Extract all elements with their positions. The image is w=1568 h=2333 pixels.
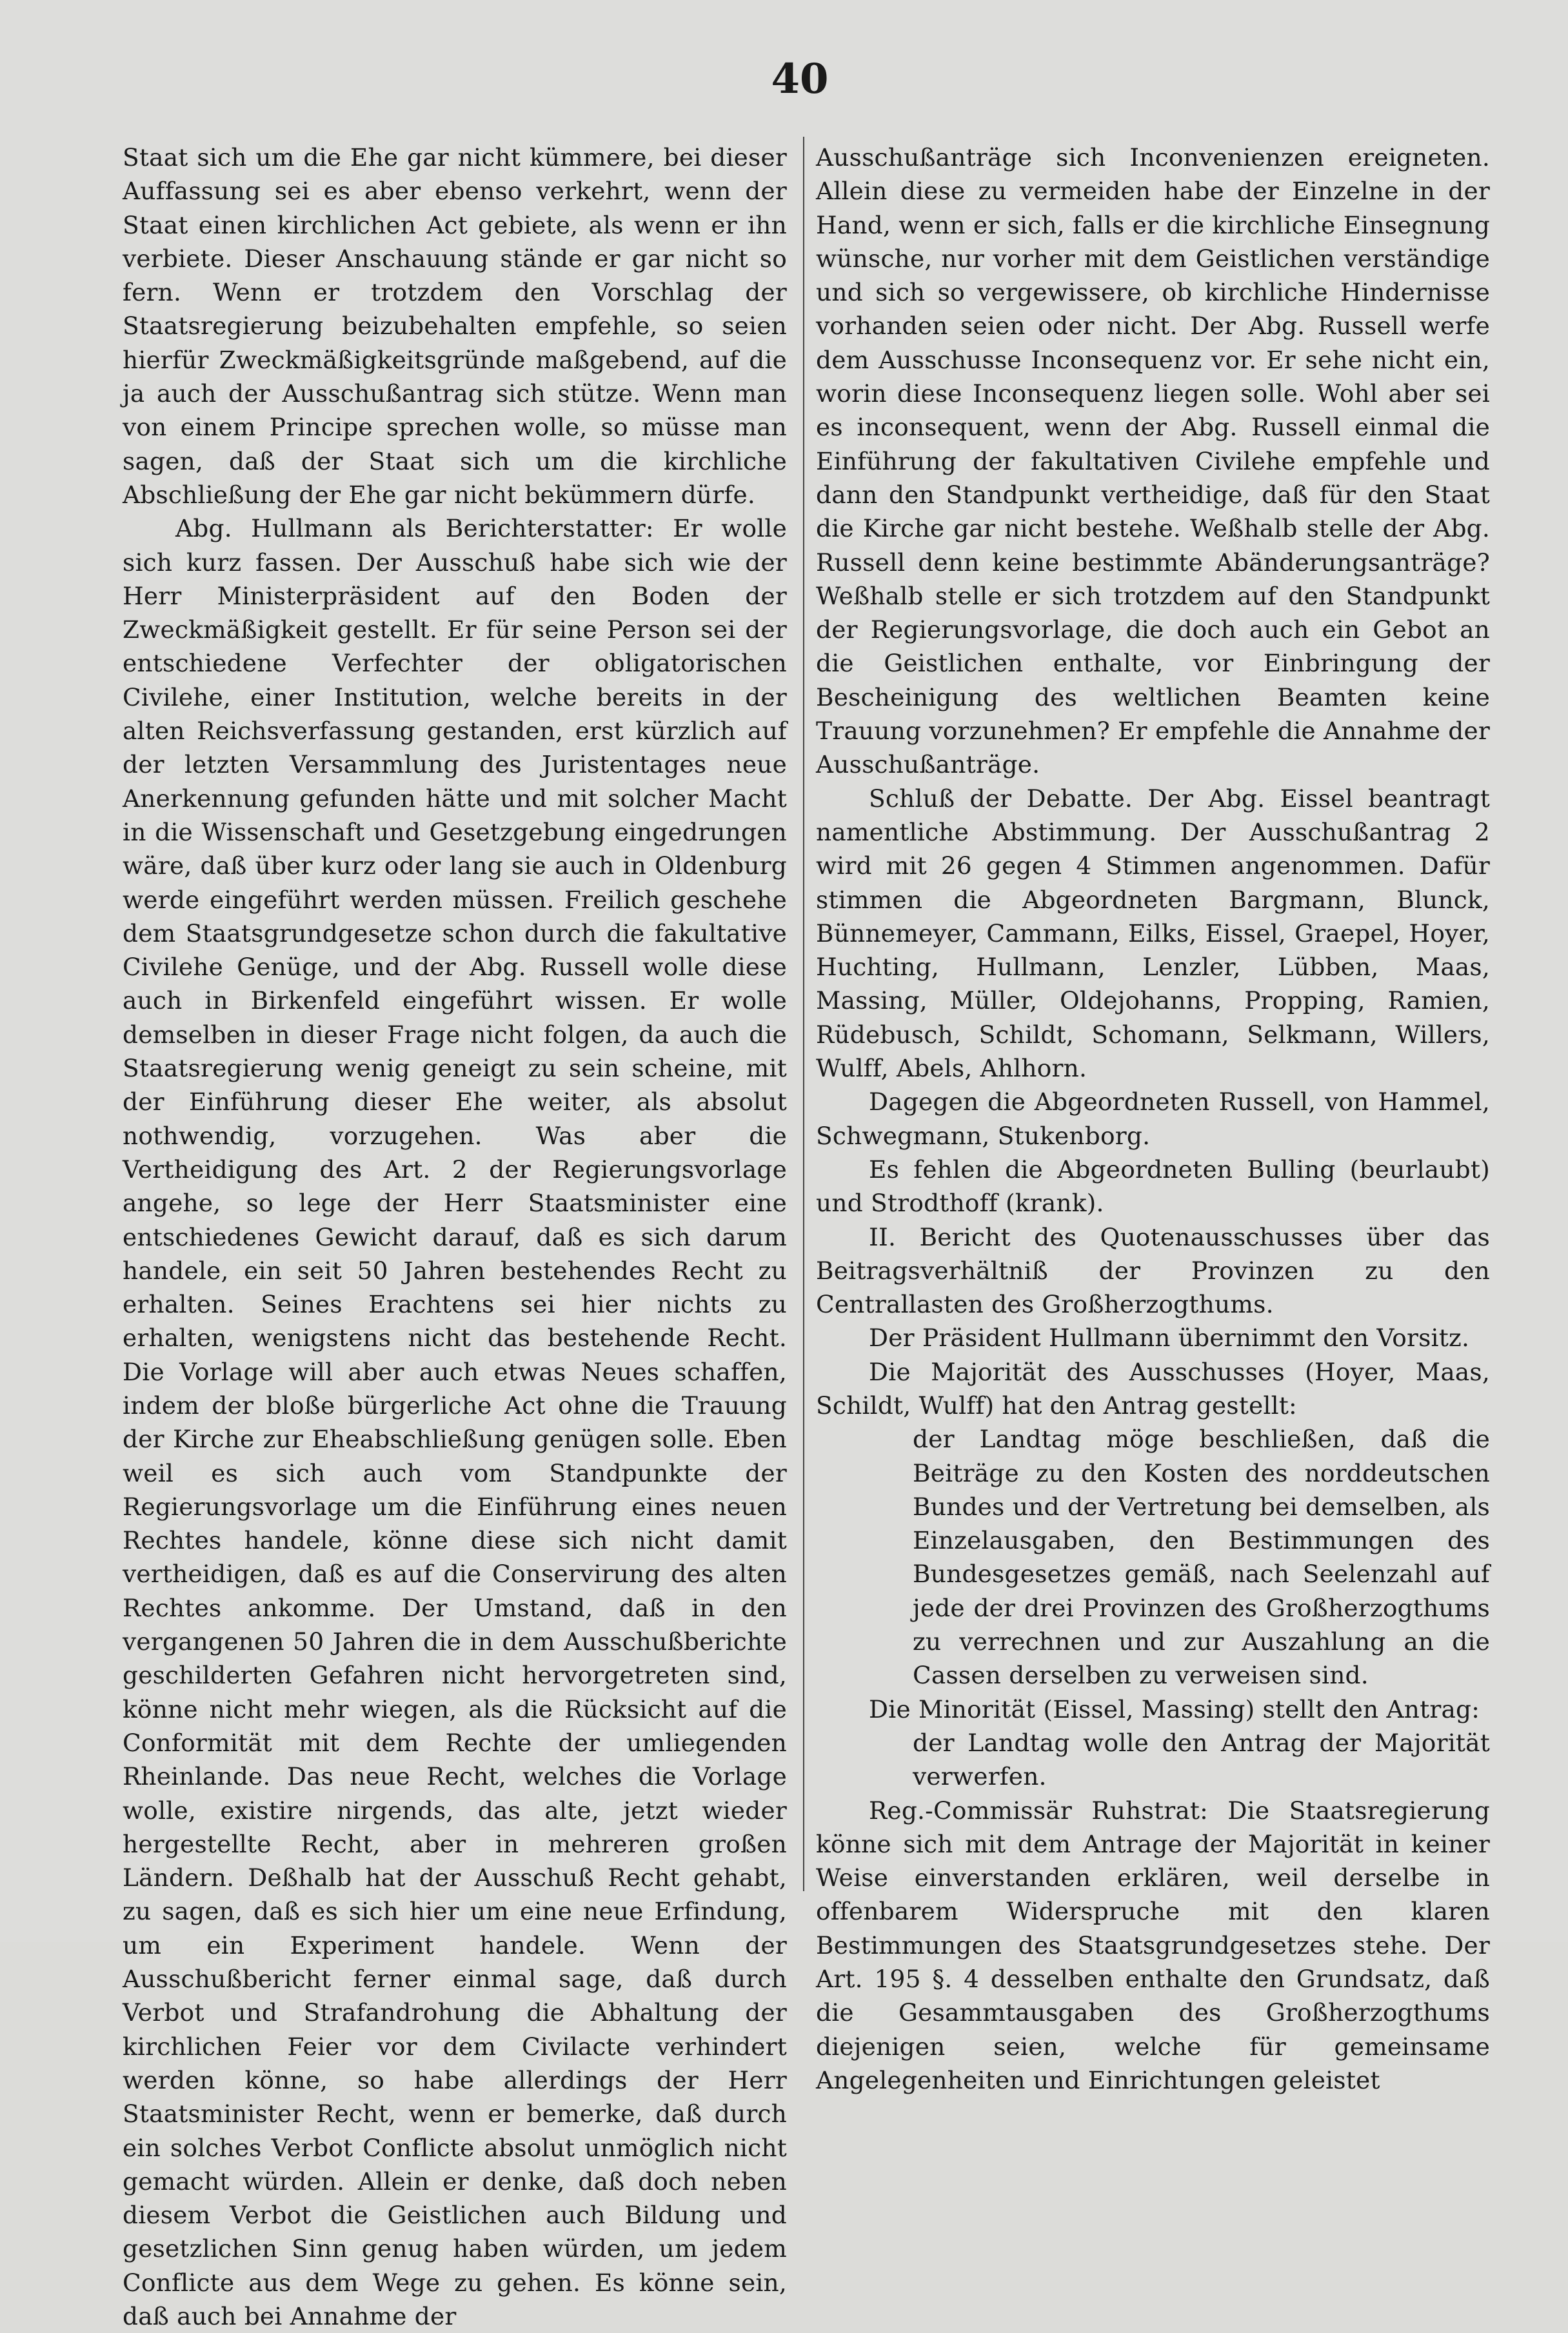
right-column <box>816 141 1490 2097</box>
paragraph: Schluß der Debatte. Der Abg. Eissel beantragt namentliche Abstimmung. Der Ausschußantrag 2 wird mit 26 gegen 4 Stimmen angenommen. Dafür stimmen die Abgeordneten Bargmann, Blunck, Bünnemeyer, Cammann, Eilks, Eissel, Graepel, Hoyer, Huchting, Hullmann, Lenzler, Lübben, Maas, Massing, Müller, Oldejohanns, Propping, Ramien, Rüdebusch, Schildt, Schomann, Selkmann, Willers, Wulff, Abels, Ahlhorn. <box>816 784 1490 1083</box>
section-heading: II. Bericht des Quotenausschusses über das Beitragsverhältniß der Provinzen zu den Centrallasten des Großherzogthums. <box>816 1222 1490 1319</box>
paragraph: Es fehlen die Abgeordneten Bulling (beurlaubt) und Strodthoff (krank). <box>816 1155 1490 1218</box>
paragraph: Die Minorität (Eissel, Massing) stellt den Antrag: <box>869 1694 1480 1723</box>
column-divider <box>803 137 804 1891</box>
paragraph: Ausschußanträge sich Inconvenienzen ereigneten. Allein diese zu vermeiden habe der Einzelne in der Hand, wenn er sich, falls er die kirchliche Einsegnung wünsche, nur vorher mit dem Geistlichen verständige und sich so vergewissere, ob kirchliche Hindernisse vorhanden seien oder nicht. Der Abg. Russell werfe dem Ausschusse Inconsequenz vor. Er sehe nicht ein, worin diese Inconsequenz liegen solle. Wohl aber sei es inconsequent, wenn der Abg. Russell einmal die Einführung der fakultativen Civilehe empfehle und dann den Standpunkt vertheidige, daß für den Staat die Kirche gar nicht bestehe. Weßhalb stelle der Abg. Russell denn keine bestimmte Abänderungsanträge? Weßhalb stelle er sich trotzdem auf den Standpunkt der Regierungsvorlage, die doch auch ein Gebot an die Geistlichen enthalte, vor Einbringung der Bescheinigung des weltlichen Beamten keine Trauung vorzunehmen? Er empfehle die Annahme der Ausschußanträge. <box>816 143 1490 779</box>
left-column <box>123 141 787 2333</box>
motion-text: der Landtag möge beschließen, daß die Beiträge zu den Kosten des norddeutschen Bundes und der Vertretung bei demselben, als Einzelausgaben, den Bestimmungen des Bundesgesetzes gemäß, nach Seelenzahl auf jede der drei Provinzen des Großherzogthums zu verrechnen und zur Auszahlung an die Cassen derselben zu verweisen sind. <box>913 1425 1490 1690</box>
paragraph: Dagegen die Abgeordneten Russell, von Hammel, Schwegmann, Stukenborg. <box>816 1087 1490 1150</box>
paragraph: Abg. Hullmann als Berichterstatter: Er wolle sich kurz fassen. Der Ausschuß habe sich wie der Herr Ministerpräsident auf den Boden der Zweckmäßigkeit gestellt. Er für seine Person sei der entschiedene Verfechter der obligatorischen Civilehe, einer Institution, welche bereits in der alten Reichsverfassung gestanden, erst kürzlich auf der letzten Versammlung des Juristentages neue Anerkennung gefunden hätte und mit solcher Macht in die Wissenschaft und Gesetzgebung eingedrungen wäre, daß über kurz oder lang sie auch in Oldenburg werde eingeführt werden müssen. Freilich geschehe dem Staatsgrundgesetze schon durch die fakultative Civilehe Genüge, und der Abg. Russell wolle diese auch in Birkenfeld eingeführt wissen. Er wolle demselben in dieser Frage nicht folgen, da auch die Staatsregierung wenig geneigt zu sein scheine, mit der Einführung dieser Ehe weiter, als absolut nothwendig, vorzugehen. Was aber die Vertheidigung des Art. 2 der Regierungsvorlage angehe, so lege der Herr Staatsminister eine entschiedenes Gewicht darauf, daß es sich darum handele, ein seit 50 Jahren bestehendes Recht zu erhalten. Seines Erachtens sei hier nichts zu erhalten, wenigstens nicht das bestehende Recht. Die Vorlage will aber auch etwas Neues schaffen, indem der bloße bürgerliche Act ohne die Trauung der Kirche zur Eheabschließung genügen solle. Eben weil es sich auch vom Standpunkte der Regierungsvorlage um die Einführung eines neuen Rechtes handele, könne diese sich nicht damit vertheidigen, daß es auf die Conservirung des alten Rechtes ankomme. Der Umstand, daß in den vergangenen 50 Jahren die in dem Ausschußberichte geschilderten Gefahren nicht hervorgetreten sind, könne nicht mehr wiegen, als die Rücksicht auf die Conformität mit dem Rechte der umliegenden Rheinlande. Das neue Recht, welches die Vorlage wolle, existire nirgends, das alte, jetzt wieder hergestellte Recht, aber in mehreren großen Ländern. Deßhalb hat der Ausschuß Recht gehabt, zu sagen, daß es sich hier um eine neue Erfindung, um ein Experiment handele. Wenn der Ausschußbericht ferner einmal sage, daß durch Verbot und Strafandrohung die Abhaltung der kirchlichen Feier vor dem Civilacte verhindert werden könne, so habe allerdings der Herr Staatsminister Recht, wenn er bemerke, daß durch ein solches Verbot Conflicte absolut unmöglich nicht gemacht würden. Allein er denke, daß doch neben diesem Verbot die Geistlichen auch Bildung und gesetzlichen Sinn genug haben würden, um jedem Conflicte aus dem Wege zu gehen. Es könne sein, daß auch bei Annahme der <box>123 514 787 2330</box>
page-number: 40 <box>771 55 829 103</box>
motion-text: der Landtag wolle den Antrag der Majorität verwerfen. <box>913 1728 1490 1791</box>
paragraph: Der Präsident Hullmann übernimmt den Vorsitz. <box>869 1324 1470 1353</box>
paragraph: Reg.-Commissär Ruhstrat: Die Staatsregierung könne sich mit dem Antrage der Majorität in keiner Weise einverstanden erklären, weil derselbe in offenbarem Widerspruche mit den klaren Bestimmungen des Staatsgrundgesetzes stehe. Der Art. 195 §. 4 desselben enthalte den Grundsatz, daß die Gesammtausgaben des Großherzogthums diejenigen seien, welche für gemeinsame Angelegenheiten und Einrichtungen geleistet <box>816 1796 1490 2094</box>
paragraph: Die Majorität des Ausschusses (Hoyer, Maas, Schildt, Wulff) hat den Antrag gestellt: <box>816 1357 1490 1420</box>
paragraph: Staat sich um die Ehe gar nicht kümmere, bei dieser Auffassung sei es aber ebenso verkehrt, wenn der Staat einen kirchlichen Act gebiete, als wenn er ihn verbiete. Dieser Anschauung stände er gar nicht so fern. Wenn er trotzdem den Vorschlag der Staatsregierung beizubehalten empfehle, so seien hierfür Zweckmäßigkeitsgründe maßgebend, auf die ja auch der Ausschußantrag sich stütze. Wenn man von einem Principe sprechen wolle, so müsse man sagen, daß der Staat sich um die kirchliche Abschließung der Ehe gar nicht bekümmern dürfe. <box>123 143 787 509</box>
